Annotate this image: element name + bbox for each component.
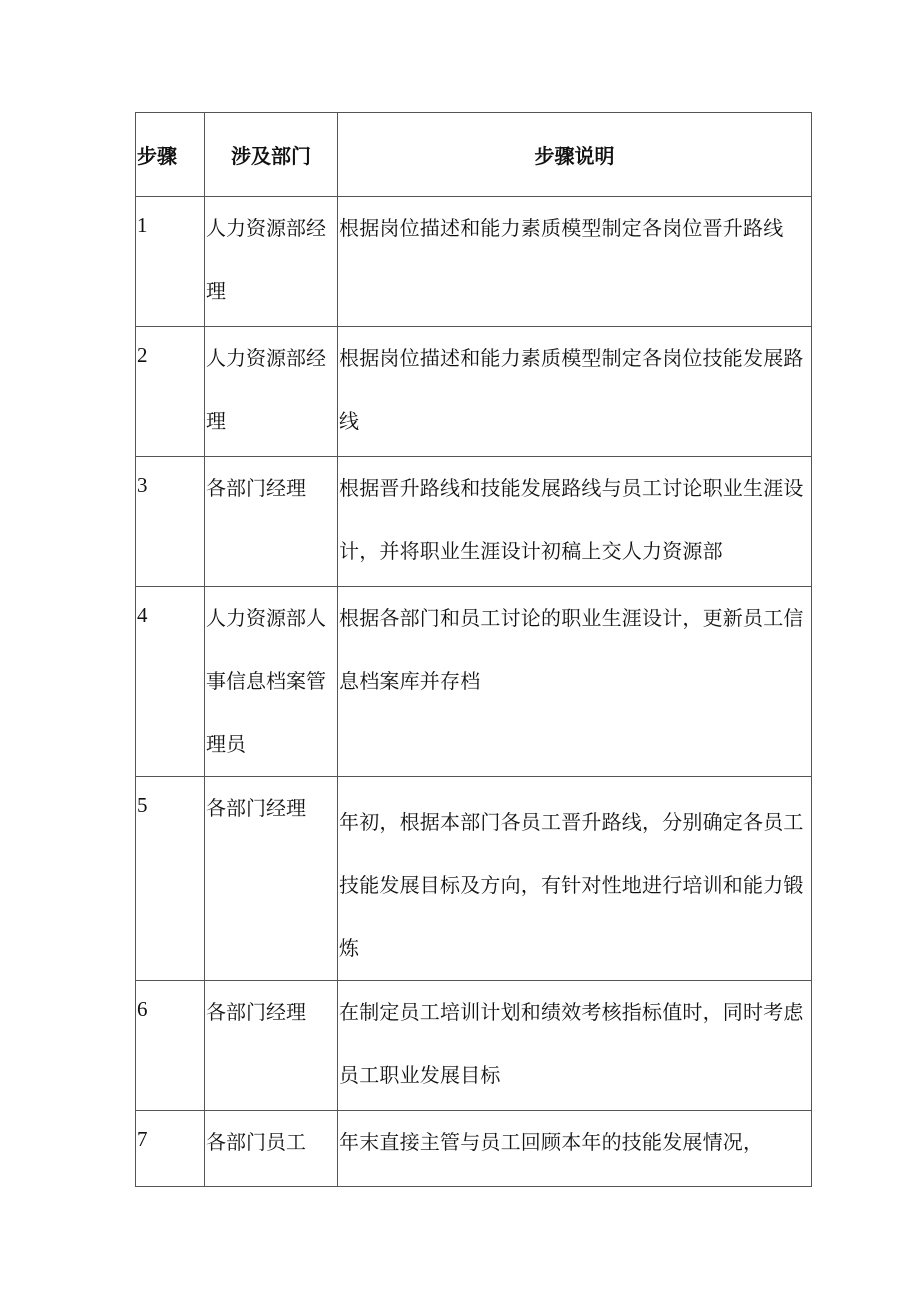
step-description: 根据岗位描述和能力素质模型制定各岗位技能发展路线 [339, 346, 804, 433]
department: 人力资源部经理 [206, 346, 326, 433]
step-number: 4 [137, 603, 148, 627]
table-row [136, 1111, 812, 1187]
step-description: 根据各部门和员工讨论的职业生涯设计，更新员工信息档案库并存档 [339, 606, 804, 693]
table-row [136, 777, 812, 981]
header-step: 步骤 [136, 113, 205, 197]
step-number: 1 [137, 213, 148, 237]
step-description: 年初，根据本部门各员工晋升路线，分别确定各员工技能发展目标及方向，有针对性地进行培训和能力锻炼 [339, 810, 804, 960]
department: 各部门经理 [206, 1000, 306, 1024]
step-description: 年末直接主管与员工回顾本年的技能发展情况， [339, 1130, 764, 1154]
department: 各部门经理 [206, 476, 306, 500]
table-row [136, 327, 812, 457]
table-row [136, 457, 812, 587]
table-row [136, 197, 812, 327]
table-header-row [136, 113, 812, 197]
header-desc: 步骤说明 [338, 113, 812, 197]
step-number: 2 [137, 343, 148, 367]
department: 各部门经理 [206, 796, 306, 820]
step-description: 根据岗位描述和能力素质模型制定各岗位晋升路线 [339, 216, 784, 240]
table-row [136, 587, 812, 777]
step-number: 7 [137, 1127, 148, 1151]
department: 人力资源部经理 [206, 216, 326, 303]
department: 各部门员工 [206, 1130, 306, 1154]
step-number: 6 [137, 997, 148, 1021]
department: 人力资源部人事信息档案管理员 [206, 606, 326, 756]
table-row [136, 981, 812, 1111]
step-description: 根据晋升路线和技能发展路线与员工讨论职业生涯设计，并将职业生涯设计初稿上交人力资源部 [339, 476, 804, 563]
step-number: 3 [137, 473, 148, 497]
step-description: 在制定员工培训计划和绩效考核指标值时，同时考虑员工职业发展目标 [339, 1000, 804, 1087]
procedure-table [135, 112, 812, 1187]
step-number: 5 [137, 793, 148, 817]
header-dept: 涉及部门 [205, 113, 338, 197]
